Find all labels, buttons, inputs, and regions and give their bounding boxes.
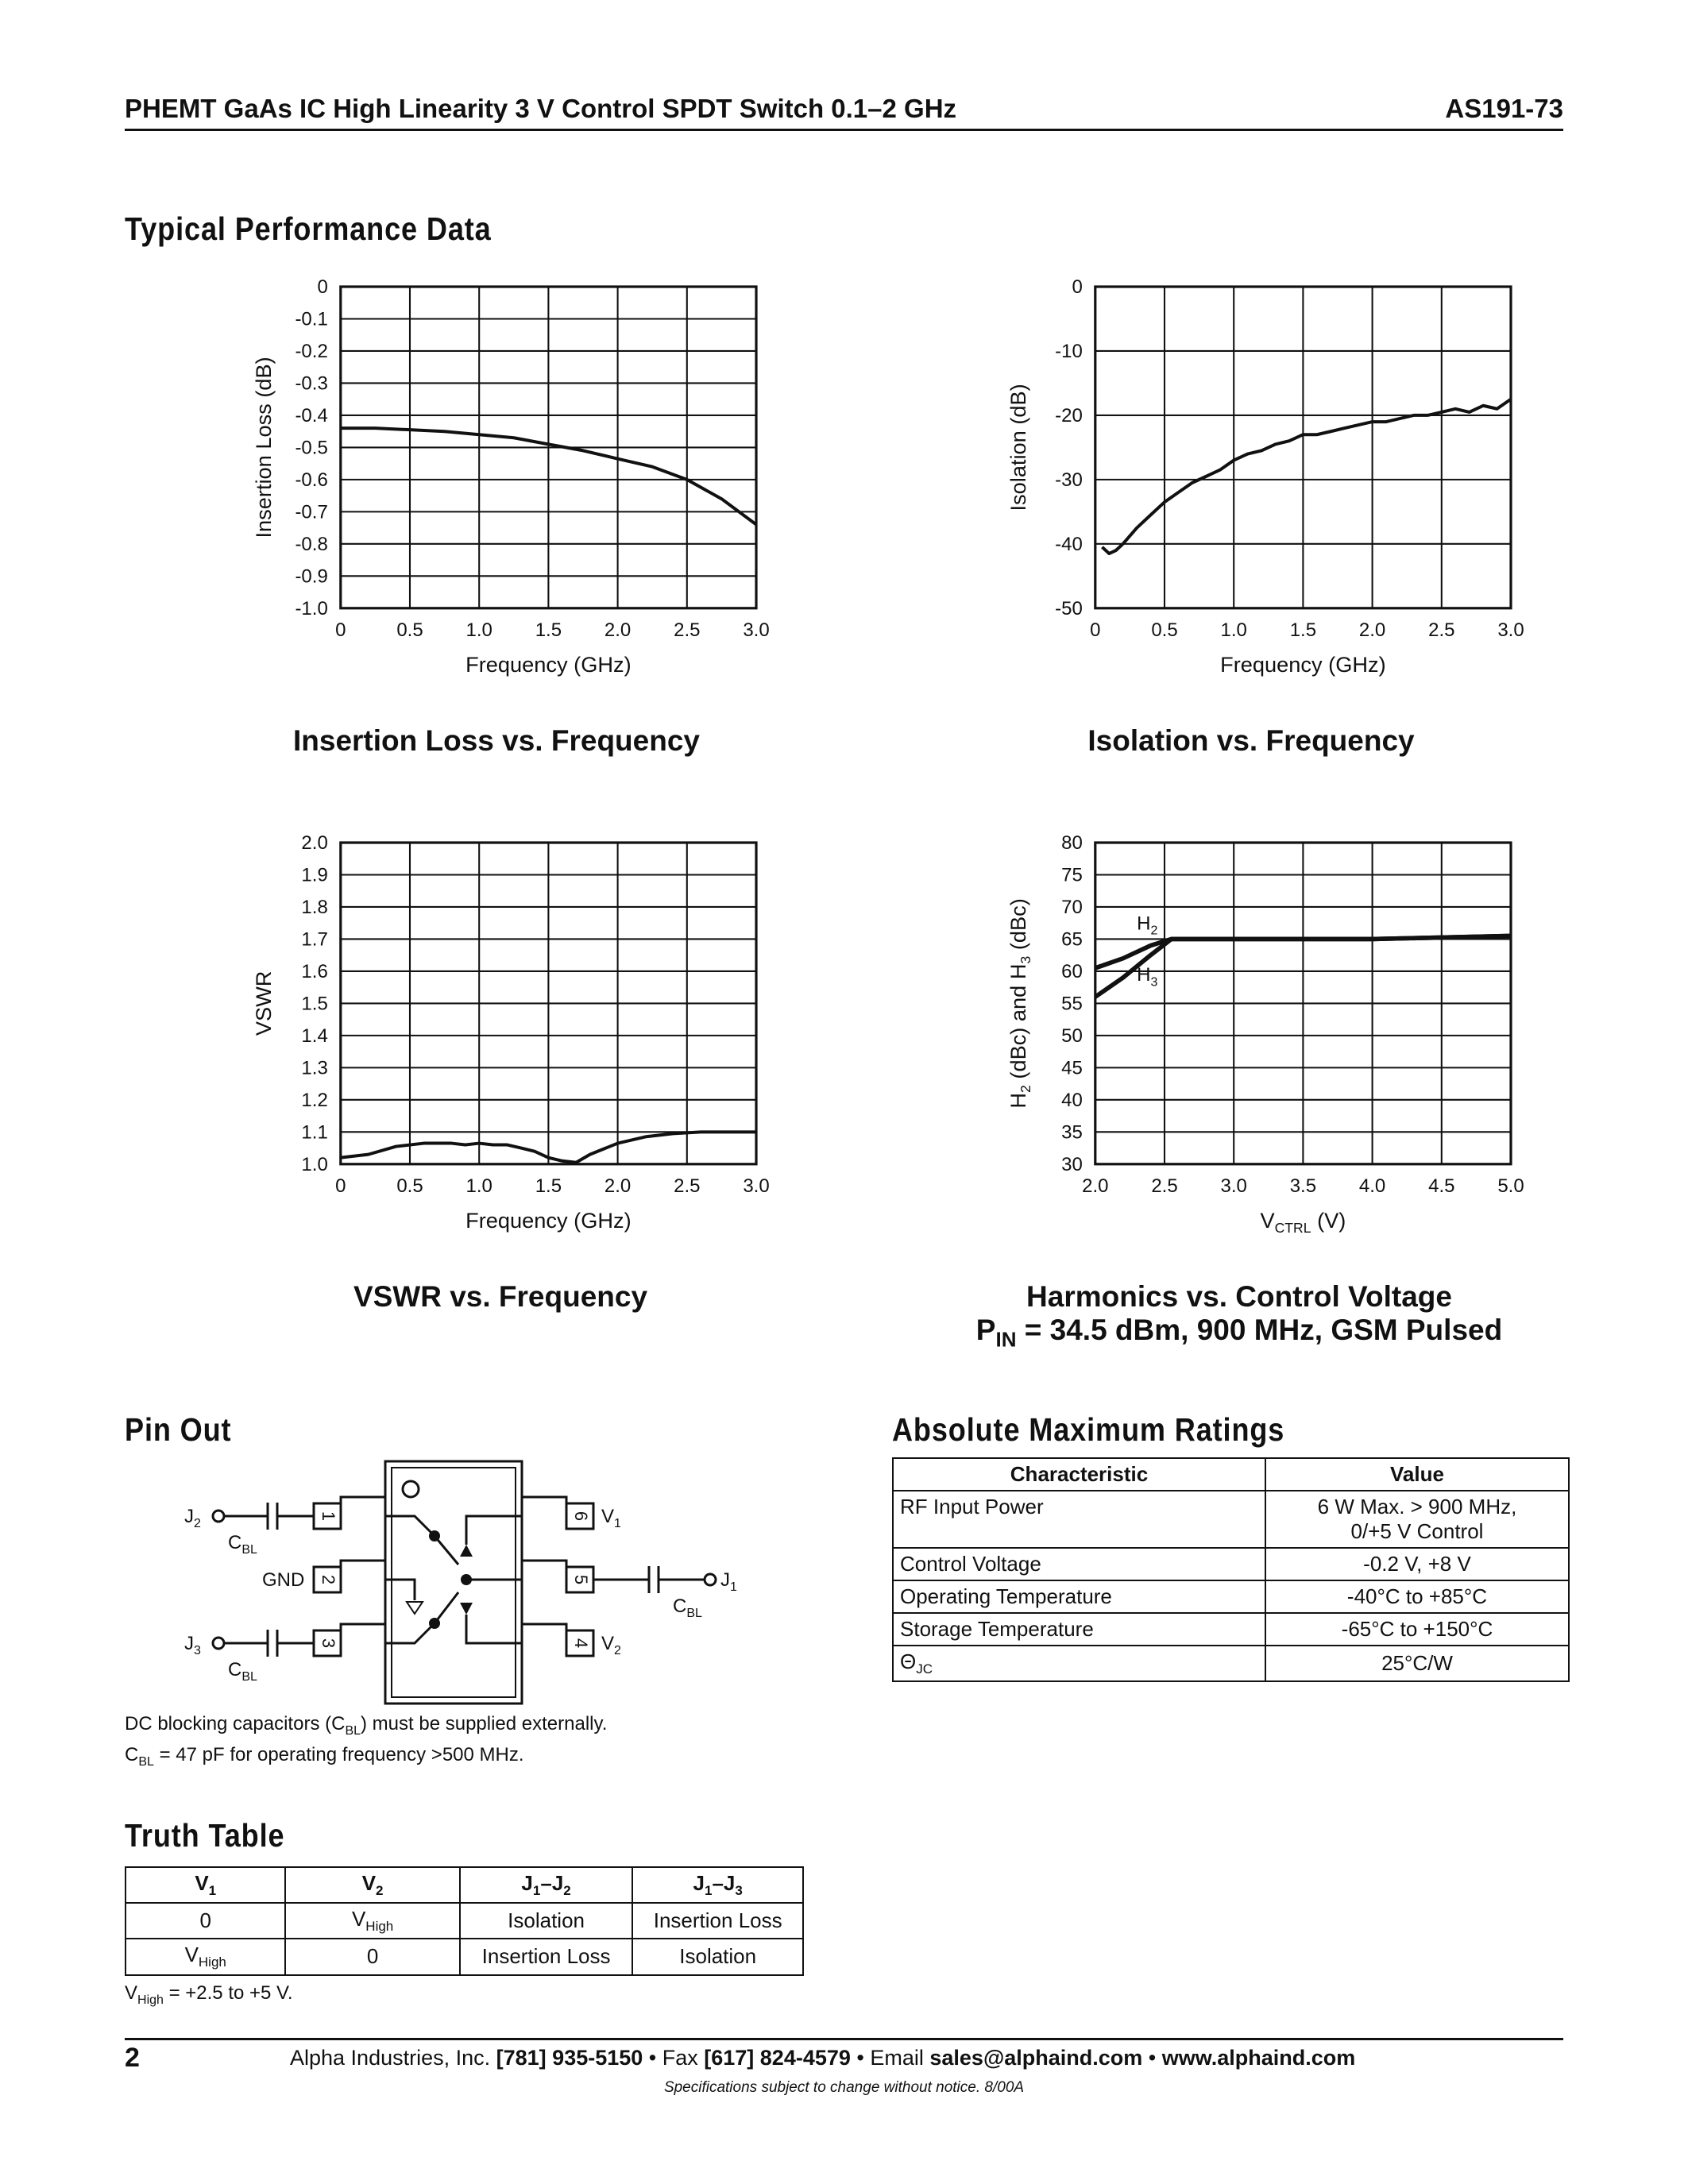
footer-web-link[interactable]: www.alphaind.com xyxy=(1161,2046,1356,2070)
ratings-header-characteristic: Characteristic xyxy=(893,1458,1265,1491)
harmonics-series-label-sub: 3 xyxy=(1150,975,1158,990)
harmonics-plot xyxy=(1006,832,1524,1236)
pin-6-number: 6 xyxy=(571,1511,592,1522)
vswr-y-tick: 1.6 xyxy=(301,960,328,982)
cbl-label-j3-main: C xyxy=(228,1659,242,1680)
pin-2-lead xyxy=(341,1561,385,1567)
v1-label-sub: 1 xyxy=(614,1517,621,1530)
harmonics-series-label-1 xyxy=(1137,964,1157,989)
pin-4-number: 4 xyxy=(571,1638,592,1649)
harmonics-title: Harmonics vs. Control Voltage xyxy=(1026,1280,1452,1313)
j1-label xyxy=(720,1569,737,1594)
pin-5-lead xyxy=(522,1561,566,1567)
truth-cell: Isolation xyxy=(460,1903,633,1939)
footer-disclaimer: Specifications subject to change without notice. 8/00A xyxy=(663,2079,1025,2096)
truth-note-a: V xyxy=(125,1982,138,2004)
vswr-chart xyxy=(159,830,778,1275)
insertion-loss-plot xyxy=(251,276,770,677)
isolation-x-tick: 0 xyxy=(1090,619,1101,641)
insertion-loss-x-tick: 1.5 xyxy=(535,619,562,641)
vswr-y-tick: 1.0 xyxy=(301,1153,328,1175)
cbl-label-j1-main: C xyxy=(673,1596,687,1617)
header-rule xyxy=(125,129,1563,131)
truth-cell-main: V xyxy=(184,1943,199,1967)
vswr-y-tick: 2.0 xyxy=(301,832,328,854)
cbl-label-j2-main: C xyxy=(228,1532,242,1553)
j2-terminal xyxy=(213,1511,224,1522)
pinout-note-1 xyxy=(125,1712,607,1743)
footer-email-link[interactable]: sales@alphaind.com xyxy=(929,2046,1143,2070)
vswr-y-label: VSWR xyxy=(250,970,276,1036)
insertion-loss-x-tick: 1.0 xyxy=(465,619,492,641)
truth-header-j1j3-sub: 1 xyxy=(704,1883,713,1899)
insertion-loss-y-tick: -0.6 xyxy=(295,469,328,491)
j1-label-sub: 1 xyxy=(730,1580,737,1594)
rating-name-sub: JC xyxy=(916,1661,933,1677)
harmonics-y-tick: 40 xyxy=(1061,1089,1083,1111)
vswr-x-tick: 0 xyxy=(335,1175,346,1197)
harmonics-caption xyxy=(921,1280,1557,1352)
j3-label-sub: 3 xyxy=(194,1644,201,1657)
harmonics-x-label-main: V xyxy=(1260,1207,1275,1233)
rating-value: 25°C/W xyxy=(1265,1646,1569,1681)
isolation-x-tick: 2.5 xyxy=(1428,619,1455,641)
insertion-loss-caption: Insertion Loss vs. Frequency xyxy=(293,724,700,757)
truth-cell-main: V xyxy=(351,1907,366,1931)
isolation-y-label: Isolation (dB) xyxy=(1005,384,1030,511)
insertion-loss-y-label: Insertion Loss (dB) xyxy=(250,357,276,538)
isolation-y-tick: -50 xyxy=(1055,597,1083,619)
control-arrow-v1 xyxy=(460,1545,473,1557)
pinout-note-2-b: = 47 pF for operating frequency >500 MHz. xyxy=(153,1743,524,1765)
harmonics-x-tick: 2.5 xyxy=(1151,1175,1178,1197)
footer-company: Alpha Industries, Inc. xyxy=(290,2046,496,2070)
v1-label xyxy=(601,1506,621,1530)
truth-table xyxy=(125,1866,804,1976)
internal-wire-v1 xyxy=(466,1516,522,1545)
gnd-label: GND xyxy=(262,1569,305,1591)
truth-header-j1j2-sub2: 2 xyxy=(563,1883,571,1899)
pin-5-number: 5 xyxy=(571,1574,592,1585)
vswr-x-tick: 2.5 xyxy=(674,1175,701,1197)
truth-cell-sub: High xyxy=(198,1954,226,1970)
cbl-label-j2 xyxy=(228,1532,257,1557)
insertion-loss-chart xyxy=(159,274,778,719)
v2-label xyxy=(601,1633,621,1657)
pinout-note-2-sub: BL xyxy=(138,1754,154,1769)
truth-table-row xyxy=(126,1903,803,1939)
ratings-header-value: Value xyxy=(1265,1458,1569,1491)
j3-label-main: J xyxy=(184,1633,194,1654)
truth-header-v1-sub: 1 xyxy=(208,1883,217,1899)
isolation-caption: Isolation vs. Frequency xyxy=(1087,724,1415,757)
rating-value xyxy=(1265,1491,1569,1548)
footer-contact xyxy=(290,2046,1355,2070)
harmonics-y-label-part: 2 xyxy=(1018,1085,1034,1093)
harmonics-x-tick: 4.5 xyxy=(1428,1175,1455,1197)
footer-separator: • xyxy=(1142,2046,1162,2070)
truth-table-note xyxy=(125,1981,293,2012)
insertion-loss-y-tick: -0.1 xyxy=(295,308,328,330)
vswr-x-tick: 0.5 xyxy=(396,1175,423,1197)
j2-label xyxy=(184,1506,201,1530)
insertion-loss-y-tick: -0.4 xyxy=(295,404,328,426)
truth-cell: Isolation xyxy=(632,1939,803,1974)
isolation-plot xyxy=(1006,276,1524,677)
insertion-loss-y-tick: -1.0 xyxy=(295,597,328,619)
insertion-loss-x-tick: 2.0 xyxy=(604,619,632,641)
harmonics-y-label-part: (dBc) and H xyxy=(1005,963,1030,1086)
vswr-x-tick: 2.0 xyxy=(604,1175,632,1197)
truth-cell: 0 xyxy=(285,1939,459,1974)
vswr-x-label: Frequency (GHz) xyxy=(465,1207,632,1233)
internal-wire-gnd xyxy=(385,1580,415,1600)
insertion-loss-y-tick: -0.8 xyxy=(295,533,328,555)
truth-header-j1j2-tail: –J xyxy=(540,1871,564,1895)
truth-header-v2-sub: 2 xyxy=(376,1883,384,1899)
harmonics-x-tick: 5.0 xyxy=(1497,1175,1524,1197)
truth-header-v1-main: V xyxy=(195,1871,209,1895)
insertion-loss-y-tick: 0 xyxy=(317,276,328,298)
pin-3-number: 3 xyxy=(319,1638,339,1649)
isolation-y-tick: -20 xyxy=(1055,404,1083,426)
pin-6-lead xyxy=(522,1497,566,1503)
harmonics-x-label-suffix: (V) xyxy=(1311,1207,1346,1233)
harmonics-y-label-part: 3 xyxy=(1018,955,1034,964)
footer-phone: [781] 935-5150 xyxy=(496,2046,643,2070)
ratings-row xyxy=(893,1491,1569,1548)
j2-label-main: J xyxy=(184,1506,194,1527)
page-number: 2 xyxy=(125,2043,140,2073)
insertion-loss-y-tick: -0.2 xyxy=(295,340,328,362)
truth-header-j1j3-main: J xyxy=(693,1871,705,1895)
switch-node-upper xyxy=(429,1530,440,1542)
pinout-section-title: Pin Out xyxy=(125,1411,232,1448)
j3-terminal xyxy=(213,1638,224,1649)
footer-fax: [617] 824-4579 xyxy=(704,2046,851,2070)
harmonics-series-label-main: H xyxy=(1137,913,1151,935)
package-inner-outline xyxy=(392,1468,516,1697)
pin1-marker xyxy=(403,1481,419,1497)
truth-header-j1j3-tail: –J xyxy=(712,1871,736,1895)
vswr-y-tick: 1.8 xyxy=(301,896,328,918)
cbl-label-j2-sub: BL xyxy=(241,1543,257,1557)
rating-name: Control Voltage xyxy=(893,1548,1265,1580)
rating-value-line1: 6 W Max. > 900 MHz, xyxy=(1317,1495,1517,1518)
internal-wire-v2 xyxy=(466,1615,522,1643)
harmonics-y-tick: 65 xyxy=(1061,928,1083,951)
truth-header-j1j2-sub: 1 xyxy=(532,1883,541,1899)
isolation-y-tick: -30 xyxy=(1055,469,1083,491)
switch-arm-lower xyxy=(435,1592,458,1623)
insertion-loss-x-tick: 2.5 xyxy=(674,619,701,641)
truth-cell-sub: High xyxy=(365,1919,394,1935)
harmonics-y-tick: 35 xyxy=(1061,1121,1083,1144)
pinout-notes xyxy=(125,1712,607,1774)
vswr-y-tick: 1.5 xyxy=(301,993,328,1015)
harmonics-y-tick: 80 xyxy=(1061,832,1083,854)
isolation-x-tick: 2.0 xyxy=(1358,619,1386,641)
harmonics-x-tick: 2.0 xyxy=(1082,1175,1109,1197)
ratings-header-row xyxy=(893,1458,1569,1491)
insertion-loss-y-tick: -0.7 xyxy=(295,501,328,523)
isolation-x-label: Frequency (GHz) xyxy=(1220,651,1386,677)
truth-cell: Insertion Loss xyxy=(460,1939,633,1974)
isolation-x-tick: 0.5 xyxy=(1151,619,1178,641)
cbl-label-j1-sub: BL xyxy=(686,1607,702,1620)
switch-arm-upper xyxy=(435,1536,458,1565)
footer-rule xyxy=(125,2038,1563,2040)
truth-header-v1 xyxy=(126,1867,285,1903)
harmonics-y-tick: 55 xyxy=(1061,993,1083,1015)
ratings-table xyxy=(892,1457,1570,1682)
insertion-loss-x-tick: 3.0 xyxy=(743,619,770,641)
harmonics-y-tick: 60 xyxy=(1061,960,1083,982)
harmonics-y-label xyxy=(1006,898,1033,1108)
harmonics-x-label-sub: CTRL xyxy=(1274,1220,1311,1237)
harmonics-subtitle-sub: IN xyxy=(995,1327,1017,1352)
truth-header-v2-main: V xyxy=(361,1871,377,1895)
isolation-y-tick: -10 xyxy=(1055,340,1083,362)
pin-4-lead xyxy=(522,1624,566,1630)
harmonics-y-tick: 50 xyxy=(1061,1024,1083,1047)
pinout-note-1-b: ) must be supplied externally. xyxy=(361,1713,608,1734)
isolation-y-tick: 0 xyxy=(1072,276,1083,298)
vswr-x-tick: 3.0 xyxy=(743,1175,770,1197)
rating-value: -40°C to +85°C xyxy=(1265,1580,1569,1613)
rating-value-line2: 0/+5 V Control xyxy=(1350,1519,1484,1543)
control-arrow-v2 xyxy=(460,1603,473,1615)
insertion-loss-x-tick: 0 xyxy=(335,619,346,641)
part-number: AS191-73 xyxy=(1445,94,1563,123)
ratings-row xyxy=(893,1646,1569,1681)
truth-note-b: = +2.5 to +5 V. xyxy=(163,1982,293,2004)
harmonics-x-tick: 3.5 xyxy=(1289,1175,1317,1197)
isolation-x-tick: 1.5 xyxy=(1289,619,1317,641)
truth-header-j1j3 xyxy=(632,1867,803,1903)
truth-cell: 0 xyxy=(126,1903,285,1939)
harmonics-subtitle-prefix: P xyxy=(975,1314,996,1346)
rating-name xyxy=(893,1646,1265,1681)
truth-table-header-row xyxy=(126,1867,803,1903)
harmonics-x-label xyxy=(1260,1208,1346,1236)
footer-email-label: • Email xyxy=(850,2046,930,2070)
page-header-title: PHEMT GaAs IC High Linearity 3 V Control SPDT Switch 0.1–2 GHz xyxy=(125,94,957,123)
harmonics-x-tick: 3.0 xyxy=(1220,1175,1247,1197)
isolation-x-tick: 1.0 xyxy=(1220,619,1247,641)
j1-label-main: J xyxy=(720,1569,730,1591)
cbl-label-j3-sub: BL xyxy=(241,1670,257,1684)
vswr-y-tick: 1.2 xyxy=(301,1089,328,1111)
insertion-loss-y-tick: -0.9 xyxy=(295,565,328,588)
harmonics-series-label-main: H xyxy=(1137,964,1151,986)
vswr-y-tick: 1.4 xyxy=(301,1024,328,1047)
truth-header-j1j2-main: J xyxy=(521,1871,533,1895)
j1-terminal xyxy=(705,1574,716,1585)
j2-label-sub: 2 xyxy=(194,1517,201,1530)
ratings-row xyxy=(893,1580,1569,1613)
vswr-caption: VSWR vs. Frequency xyxy=(353,1280,648,1313)
internal-wire-j2 xyxy=(385,1516,435,1536)
switch-node-common xyxy=(461,1574,472,1585)
truth-table-section-title: Truth Table xyxy=(125,1817,285,1854)
truth-header-v2 xyxy=(285,1867,459,1903)
harmonics-subtitle xyxy=(921,1314,1557,1352)
footer-fax-label: • Fax xyxy=(643,2046,705,2070)
rating-value: -65°C to +150°C xyxy=(1265,1613,1569,1646)
ground-symbol xyxy=(407,1602,423,1614)
isolation-series-line-0 xyxy=(1102,399,1511,554)
insertion-loss-x-tick: 0.5 xyxy=(396,619,423,641)
insertion-loss-x-label: Frequency (GHz) xyxy=(465,651,632,677)
harmonics-y-label-part: H xyxy=(1005,1092,1030,1109)
truth-header-j1j3-sub2: 3 xyxy=(735,1883,743,1899)
truth-cell xyxy=(126,1939,285,1974)
truth-note-sub: High xyxy=(137,1993,164,2007)
harmonics-y-tick: 70 xyxy=(1061,896,1083,918)
harmonics-y-tick: 75 xyxy=(1061,864,1083,886)
pin-1-lead xyxy=(341,1497,385,1503)
ratings-section-title: Absolute Maximum Ratings xyxy=(892,1411,1285,1448)
vswr-y-tick: 1.1 xyxy=(301,1121,328,1144)
pinout-diagram xyxy=(125,1453,776,1715)
package-outline xyxy=(385,1461,522,1704)
harmonics-series-label-0 xyxy=(1137,913,1157,937)
rating-name: Operating Temperature xyxy=(893,1580,1265,1613)
v2-label-main: V xyxy=(601,1633,615,1654)
insertion-loss-y-tick: -0.5 xyxy=(295,437,328,459)
harmonics-x-tick: 4.0 xyxy=(1358,1175,1386,1197)
pinout-note-2-a: C xyxy=(125,1743,139,1765)
pin-2-number: 2 xyxy=(319,1574,339,1585)
v1-label-main: V xyxy=(601,1506,615,1527)
vswr-plot xyxy=(251,832,770,1233)
ratings-row xyxy=(893,1548,1569,1580)
j3-label xyxy=(184,1633,201,1657)
harmonics-y-tick: 45 xyxy=(1061,1057,1083,1079)
vswr-y-tick: 1.3 xyxy=(301,1057,328,1079)
pinout-note-1-sub: BL xyxy=(345,1723,361,1738)
truth-table-row xyxy=(126,1939,803,1974)
ratings-row xyxy=(893,1613,1569,1646)
isolation-y-tick: -40 xyxy=(1055,533,1083,555)
switch-node-lower xyxy=(429,1618,440,1629)
pinout-note-1-a: DC blocking capacitors (C xyxy=(125,1713,346,1734)
harmonics-series-label-sub: 2 xyxy=(1150,924,1158,938)
cbl-label-j3 xyxy=(228,1659,257,1684)
rating-name: Storage Temperature xyxy=(893,1613,1265,1646)
vswr-y-tick: 1.7 xyxy=(301,928,328,951)
performance-section-title: Typical Performance Data xyxy=(125,210,492,247)
pinout-note-2 xyxy=(125,1743,607,1774)
truth-cell: Insertion Loss xyxy=(632,1903,803,1939)
harmonics-subtitle-suffix: = 34.5 dBm, 900 MHz, GSM Pulsed xyxy=(1016,1314,1503,1346)
pin-1-number: 1 xyxy=(319,1511,339,1522)
truth-header-j1j2 xyxy=(460,1867,633,1903)
isolation-x-tick: 3.0 xyxy=(1497,619,1524,641)
pin-3-lead xyxy=(341,1624,385,1630)
harmonics-y-label-part: (dBc) xyxy=(1005,898,1030,956)
rating-name: RF Input Power xyxy=(893,1491,1265,1548)
insertion-loss-y-tick: -0.3 xyxy=(295,372,328,395)
internal-wire-j3 xyxy=(385,1623,435,1643)
rating-value: -0.2 V, +8 V xyxy=(1265,1548,1569,1580)
harmonics-y-tick: 30 xyxy=(1061,1153,1083,1175)
vswr-x-tick: 1.5 xyxy=(535,1175,562,1197)
isolation-chart xyxy=(914,274,1533,719)
truth-cell xyxy=(285,1903,459,1939)
vswr-y-tick: 1.9 xyxy=(301,864,328,886)
rating-name-main: Θ xyxy=(900,1650,917,1673)
harmonics-chart xyxy=(914,830,1533,1275)
cbl-label-j1 xyxy=(673,1596,702,1620)
vswr-x-tick: 1.0 xyxy=(465,1175,492,1197)
v2-label-sub: 2 xyxy=(614,1644,621,1657)
